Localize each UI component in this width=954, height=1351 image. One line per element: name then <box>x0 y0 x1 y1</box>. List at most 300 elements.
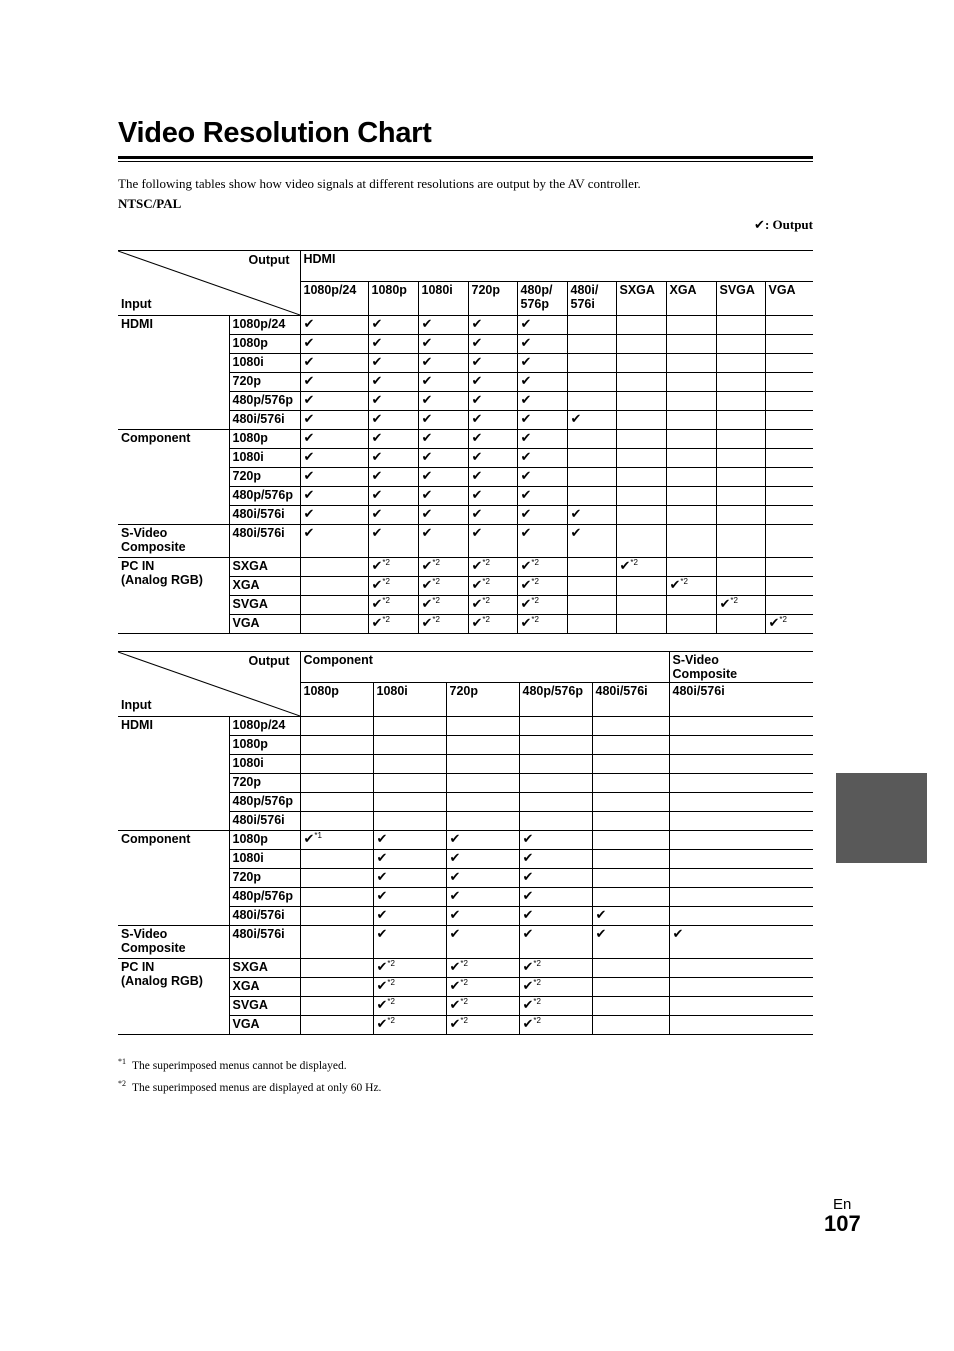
check-icon: ✔ <box>421 526 433 541</box>
check-icon: ✔ <box>303 355 315 370</box>
check-icon: ✔ <box>520 488 532 503</box>
check-icon: ✔ <box>471 616 483 631</box>
output-cell <box>567 558 616 577</box>
footnote-mark: *1 <box>314 830 322 840</box>
output-cell <box>517 449 567 468</box>
check-icon: ✔ <box>421 469 433 484</box>
check-icon: ✔ <box>421 355 433 370</box>
check-icon: ✔ <box>371 559 383 574</box>
check-icon: ✔ <box>595 908 607 923</box>
output-cell <box>446 907 519 926</box>
output-cell <box>716 316 765 335</box>
input-resolution: XGA <box>229 978 300 997</box>
output-cell <box>616 316 666 335</box>
output-cell <box>519 755 592 774</box>
footnote-mark: *2 <box>382 576 390 586</box>
footnote-mark: *2 <box>531 557 539 567</box>
check-icon: ✔ <box>522 979 534 994</box>
output-cell <box>519 959 592 978</box>
input-group-label: PC IN (Analog RGB) <box>118 558 229 634</box>
output-cell <box>519 831 592 850</box>
output-cell <box>669 793 813 812</box>
check-icon: ✔ <box>421 393 433 408</box>
output-cell <box>373 831 446 850</box>
check-icon: ✔ <box>471 469 483 484</box>
output-cell <box>716 506 765 525</box>
output-cell <box>517 487 567 506</box>
input-group-label: Component <box>118 430 229 525</box>
output-cell <box>373 907 446 926</box>
output-cell <box>368 615 418 634</box>
check-icon: ✔ <box>449 870 461 885</box>
check-icon: ✔ <box>421 412 433 427</box>
output-cell <box>446 774 519 793</box>
check-icon: ✔ <box>754 218 765 233</box>
output-cell <box>519 907 592 926</box>
output-cell <box>300 558 368 577</box>
output-cell <box>765 392 813 411</box>
output-cell <box>517 354 567 373</box>
input-group-label: HDMI <box>118 717 229 831</box>
check-icon: ✔ <box>421 559 433 574</box>
output-cell <box>468 316 517 335</box>
output-cell <box>300 1016 373 1035</box>
output-cell <box>567 525 616 558</box>
output-cell <box>468 354 517 373</box>
output-cell <box>616 354 666 373</box>
input-resolution: SXGA <box>229 959 300 978</box>
output-cell <box>592 812 669 831</box>
output-cell <box>669 907 813 926</box>
output-cell <box>716 596 765 615</box>
output-cell <box>616 525 666 558</box>
footnote-1: $^{*1}$ The superimposed menus cannot be displayed. <box>118 1057 347 1072</box>
output-cell <box>519 774 592 793</box>
input-label: Input <box>121 297 152 311</box>
check-icon: ✔ <box>421 616 433 631</box>
check-icon: ✔ <box>303 832 315 847</box>
input-resolution: 480i/576i <box>229 525 300 558</box>
check-icon: ✔ <box>449 851 461 866</box>
footnote-mark: *2 <box>533 996 541 1006</box>
output-cell <box>468 506 517 525</box>
output-cell <box>300 615 368 634</box>
output-cell <box>373 997 446 1016</box>
output-cell <box>666 525 716 558</box>
footnote-mark: *2 <box>382 557 390 567</box>
check-icon: ✔ <box>471 374 483 389</box>
output-cell <box>666 373 716 392</box>
output-cell <box>373 978 446 997</box>
check-icon: ✔ <box>421 431 433 446</box>
check-icon: ✔ <box>371 597 383 612</box>
output-cell <box>669 774 813 793</box>
output-cell <box>446 888 519 907</box>
output-cell <box>765 558 813 577</box>
output-cell <box>368 354 418 373</box>
output-cell <box>765 525 813 558</box>
footnote-mark: *2 <box>533 958 541 968</box>
input-resolution: 480p/576p <box>229 487 300 506</box>
check-icon: ✔ <box>421 374 433 389</box>
check-icon: ✔ <box>303 374 315 389</box>
check-icon: ✔ <box>376 908 388 923</box>
output-cell <box>368 577 418 596</box>
output-cell <box>519 793 592 812</box>
output-column-header: 1080i <box>418 282 468 316</box>
check-icon: ✔ <box>371 488 383 503</box>
output-cell <box>373 926 446 959</box>
input-resolution: 1080i <box>229 449 300 468</box>
footnote-mark: *2 <box>531 595 539 605</box>
check-icon: ✔ <box>303 469 315 484</box>
output-cell <box>300 736 373 755</box>
output-group-hdmi: HDMI <box>300 251 813 282</box>
footnote-2: $^{*2}$ The superimposed menus are displayed at only 60 Hz. <box>118 1078 382 1094</box>
check-icon: ✔ <box>449 832 461 847</box>
output-cell <box>616 335 666 354</box>
check-icon: ✔ <box>570 507 582 522</box>
output-cell <box>592 959 669 978</box>
check-icon: ✔ <box>522 927 534 942</box>
output-cell <box>300 774 373 793</box>
input-resolution: 1080i <box>229 850 300 869</box>
output-cell <box>666 411 716 430</box>
legend-label: : Output <box>764 217 813 232</box>
output-cell <box>519 736 592 755</box>
check-icon: ✔ <box>421 317 433 332</box>
check-icon: ✔ <box>371 469 383 484</box>
input-resolution: 1080p/24 <box>229 316 300 335</box>
legend <box>754 217 813 233</box>
output-cell <box>468 558 517 577</box>
section-subhead: NTSC/PAL <box>118 196 182 211</box>
check-icon: ✔ <box>522 851 534 866</box>
output-cell <box>418 468 468 487</box>
output-cell <box>446 812 519 831</box>
check-icon: ✔ <box>421 578 433 593</box>
check-icon: ✔ <box>471 355 483 370</box>
output-cell <box>517 558 567 577</box>
footnote-mark: *2 <box>533 977 541 987</box>
input-resolution: SXGA <box>229 558 300 577</box>
check-icon: ✔ <box>520 597 532 612</box>
check-icon: ✔ <box>376 1017 388 1032</box>
check-icon: ✔ <box>376 960 388 975</box>
output-cell <box>468 468 517 487</box>
output-cell <box>765 411 813 430</box>
input-resolution: XGA <box>229 577 300 596</box>
output-cell <box>300 411 368 430</box>
output-column-header: 480p/576p <box>519 683 592 717</box>
check-icon: ✔ <box>719 597 731 612</box>
table-row <box>118 717 813 736</box>
input-resolution: 1080p <box>229 430 300 449</box>
input-resolution: 480p/576p <box>229 392 300 411</box>
output-cell <box>418 354 468 373</box>
check-icon: ✔ <box>421 450 433 465</box>
check-icon: ✔ <box>522 832 534 847</box>
check-icon: ✔ <box>371 374 383 389</box>
output-cell <box>716 615 765 634</box>
output-cell <box>592 869 669 888</box>
output-cell <box>373 755 446 774</box>
output-cell <box>300 869 373 888</box>
footnote-mark: *2 <box>432 614 440 624</box>
check-icon: ✔ <box>371 526 383 541</box>
output-cell <box>418 411 468 430</box>
check-icon: ✔ <box>421 507 433 522</box>
output-cell <box>368 411 418 430</box>
check-icon: ✔ <box>303 507 315 522</box>
input-group-label: HDMI <box>118 316 229 430</box>
output-cell <box>300 316 368 335</box>
output-cell <box>368 487 418 506</box>
output-cell <box>368 335 418 354</box>
output-cell <box>567 373 616 392</box>
check-icon: ✔ <box>672 927 684 942</box>
output-cell <box>592 717 669 736</box>
output-cell <box>567 335 616 354</box>
table-row <box>118 926 813 959</box>
output-cell <box>567 468 616 487</box>
output-cell <box>368 596 418 615</box>
output-cell <box>418 615 468 634</box>
check-icon: ✔ <box>520 507 532 522</box>
check-icon: ✔ <box>371 616 383 631</box>
check-icon: ✔ <box>669 578 681 593</box>
input-resolution: 480i/576i <box>229 907 300 926</box>
output-cell <box>517 316 567 335</box>
output-cell <box>446 978 519 997</box>
check-icon: ✔ <box>303 336 315 351</box>
output-cell <box>765 596 813 615</box>
output-cell <box>446 850 519 869</box>
output-cell <box>669 978 813 997</box>
input-resolution: 1080p <box>229 736 300 755</box>
output-cell <box>300 487 368 506</box>
output-cell <box>616 615 666 634</box>
output-cell <box>765 577 813 596</box>
output-cell <box>666 430 716 449</box>
output-cell <box>300 978 373 997</box>
output-column-header: 480p/ 576p <box>517 282 567 316</box>
output-column-header: 480i/576i <box>669 683 813 717</box>
check-icon: ✔ <box>570 412 582 427</box>
output-label: Output <box>248 654 290 668</box>
input-resolution: 720p <box>229 774 300 793</box>
check-icon: ✔ <box>471 578 483 593</box>
check-icon: ✔ <box>520 559 532 574</box>
output-cell <box>468 525 517 558</box>
check-icon: ✔ <box>371 355 383 370</box>
output-cell <box>567 449 616 468</box>
output-cell <box>300 468 368 487</box>
section-thumb-tab <box>836 773 927 863</box>
output-cell <box>666 506 716 525</box>
output-cell <box>765 373 813 392</box>
output-cell <box>616 392 666 411</box>
output-cell <box>300 907 373 926</box>
output-cell <box>616 411 666 430</box>
output-cell <box>666 596 716 615</box>
title-rule-thin <box>118 161 813 162</box>
check-icon: ✔ <box>303 393 315 408</box>
output-cell <box>666 335 716 354</box>
check-icon: ✔ <box>376 998 388 1013</box>
output-cell <box>300 354 368 373</box>
output-cell <box>368 558 418 577</box>
output-cell <box>517 615 567 634</box>
output-cell <box>446 1016 519 1035</box>
input-label: Input <box>121 698 152 712</box>
input-resolution: 480i/576i <box>229 812 300 831</box>
check-icon: ✔ <box>471 526 483 541</box>
check-icon: ✔ <box>303 431 315 446</box>
output-cell <box>765 316 813 335</box>
check-icon: ✔ <box>303 488 315 503</box>
output-cell <box>446 755 519 774</box>
output-cell <box>765 615 813 634</box>
output-cell <box>666 392 716 411</box>
output-cell <box>300 577 368 596</box>
check-icon: ✔ <box>449 1017 461 1032</box>
output-cell <box>418 525 468 558</box>
check-icon: ✔ <box>522 908 534 923</box>
header-row <box>118 652 813 683</box>
check-icon: ✔ <box>376 927 388 942</box>
output-cell <box>765 335 813 354</box>
input-resolution: 1080p/24 <box>229 717 300 736</box>
page-language: En <box>833 1196 852 1213</box>
output-cell <box>300 373 368 392</box>
output-cell <box>373 812 446 831</box>
output-cell <box>517 596 567 615</box>
footnote-mark: *2 <box>482 557 490 567</box>
check-icon: ✔ <box>471 393 483 408</box>
check-icon: ✔ <box>522 998 534 1013</box>
output-cell <box>567 615 616 634</box>
footnote-mark: *2 <box>460 977 468 987</box>
check-icon: ✔ <box>449 979 461 994</box>
output-cell <box>592 831 669 850</box>
footnote-mark: *2 <box>482 576 490 586</box>
footnote-mark: *2 <box>730 595 738 605</box>
check-icon: ✔ <box>371 450 383 465</box>
check-icon: ✔ <box>520 431 532 446</box>
check-icon: ✔ <box>376 832 388 847</box>
output-cell <box>373 793 446 812</box>
check-icon: ✔ <box>520 578 532 593</box>
output-cell <box>418 506 468 525</box>
footnote-mark: *2 <box>460 996 468 1006</box>
output-cell <box>418 392 468 411</box>
check-icon: ✔ <box>520 450 532 465</box>
output-cell <box>669 997 813 1016</box>
table-row <box>118 831 813 850</box>
output-cell <box>616 506 666 525</box>
output-cell <box>468 335 517 354</box>
check-icon: ✔ <box>371 431 383 446</box>
output-cell <box>468 615 517 634</box>
footnote-mark: *2 <box>387 977 395 987</box>
output-column-header: SXGA <box>616 282 666 316</box>
output-cell <box>300 525 368 558</box>
output-cell <box>765 487 813 506</box>
output-cell <box>716 468 765 487</box>
footnote-mark: *2 <box>460 958 468 968</box>
output-cell <box>517 468 567 487</box>
output-cell <box>519 717 592 736</box>
output-cell <box>765 506 813 525</box>
output-cell <box>446 959 519 978</box>
output-cell <box>567 411 616 430</box>
output-column-header: XGA <box>666 282 716 316</box>
output-label: Output <box>248 253 290 267</box>
output-cell <box>468 596 517 615</box>
output-cell <box>446 869 519 888</box>
check-icon: ✔ <box>471 559 483 574</box>
output-cell <box>616 558 666 577</box>
output-cell <box>446 717 519 736</box>
check-icon: ✔ <box>303 450 315 465</box>
footnote-mark: *2 <box>779 614 787 624</box>
output-cell <box>517 392 567 411</box>
output-cell <box>592 997 669 1016</box>
output-cell <box>446 926 519 959</box>
output-cell <box>418 558 468 577</box>
output-cell <box>616 373 666 392</box>
check-icon: ✔ <box>303 526 315 541</box>
table-row <box>118 316 813 335</box>
output-cell <box>300 926 373 959</box>
table-row <box>118 430 813 449</box>
footnote-mark: *2 <box>432 576 440 586</box>
output-cell <box>468 373 517 392</box>
output-cell <box>468 411 517 430</box>
footnote-mark: *2 <box>482 595 490 605</box>
output-cell <box>373 869 446 888</box>
input-resolution: 1080p <box>229 831 300 850</box>
check-icon: ✔ <box>421 597 433 612</box>
output-column-header: SVGA <box>716 282 765 316</box>
check-icon: ✔ <box>471 597 483 612</box>
output-column-header: 1080p <box>368 282 418 316</box>
check-icon: ✔ <box>522 870 534 885</box>
input-resolution: 720p <box>229 869 300 888</box>
footnote-mark: *2 <box>382 614 390 624</box>
output-cell <box>468 577 517 596</box>
check-icon: ✔ <box>303 317 315 332</box>
output-group-component: Component <box>300 652 669 683</box>
output-cell <box>567 596 616 615</box>
check-icon: ✔ <box>595 927 607 942</box>
output-cell <box>300 997 373 1016</box>
check-icon: ✔ <box>522 960 534 975</box>
output-cell <box>373 717 446 736</box>
output-cell <box>666 615 716 634</box>
check-icon: ✔ <box>421 488 433 503</box>
input-resolution: 480i/576i <box>229 926 300 959</box>
output-cell <box>592 774 669 793</box>
output-cell <box>418 449 468 468</box>
output-cell <box>616 468 666 487</box>
check-icon: ✔ <box>522 1017 534 1032</box>
check-icon: ✔ <box>376 889 388 904</box>
output-cell <box>567 316 616 335</box>
output-cell <box>368 468 418 487</box>
output-column-header: 480i/576i <box>592 683 669 717</box>
